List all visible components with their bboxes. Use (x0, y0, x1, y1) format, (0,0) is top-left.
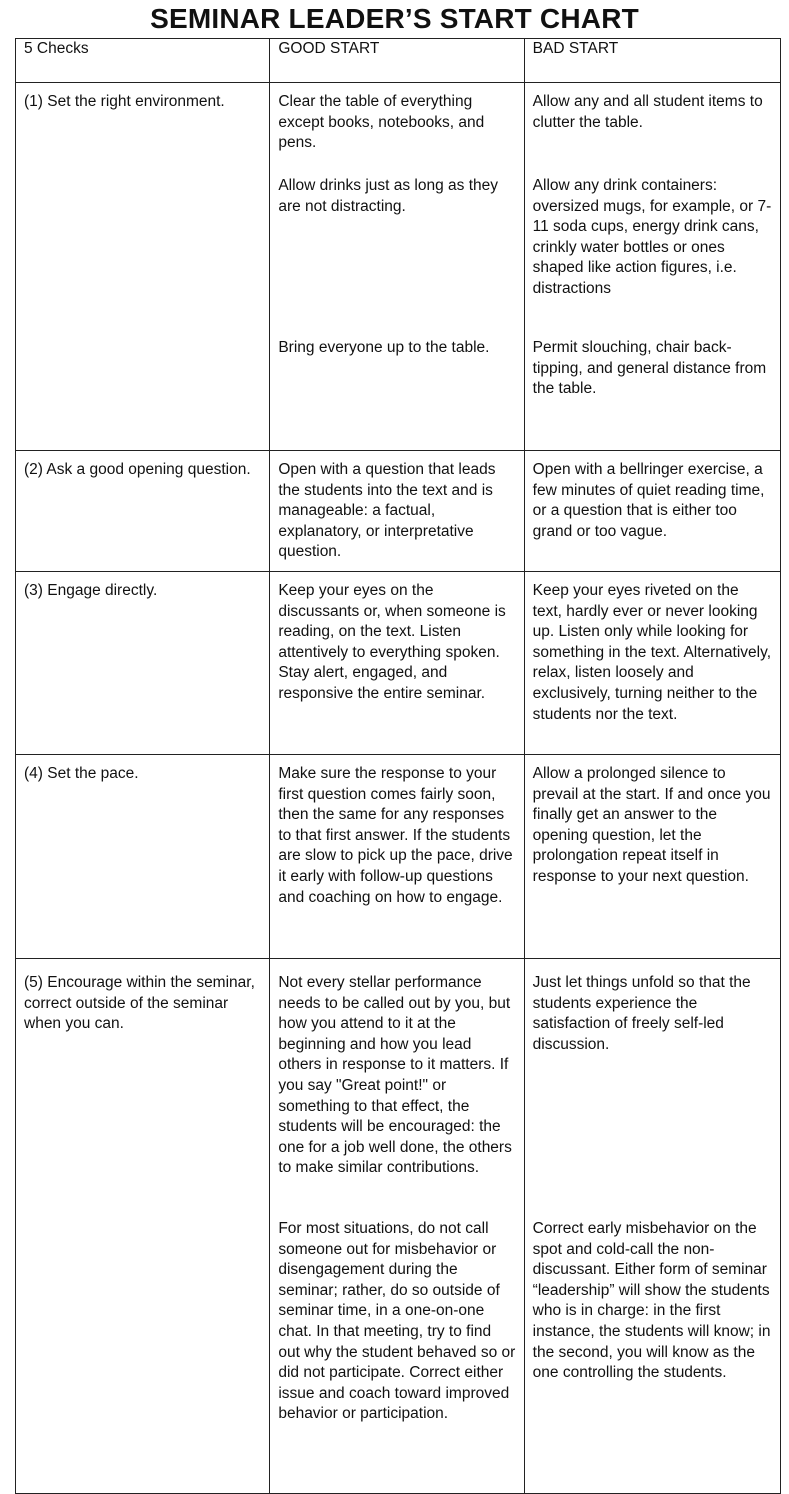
check-label: (1) Set the right environment. (24, 93, 225, 110)
bad-start-cell (524, 959, 780, 1494)
good-start-text: Bring everyone up to the table. (278, 339, 490, 356)
table-row (16, 451, 781, 572)
table-row (16, 83, 781, 451)
bad-start-text: Allow any and all student items to clutter the table. (532, 93, 763, 131)
good-start-text: Clear the table of everything except books, notebooks, and pens. (278, 93, 485, 152)
good-start-cell (270, 959, 524, 1494)
check-label: (4) Set the pace. (24, 765, 139, 782)
bad-start-text: Allow a prolonged silence to prevail at the start. If and once you finally get an answer to the opening question, let the prolongation repeat itself in response to your next question. (532, 765, 771, 885)
good-start-cell (270, 572, 524, 755)
column-header-bad-start: BAD START (524, 39, 780, 83)
bad-start-cell (524, 755, 780, 959)
check-label: (5) Encourage within the seminar, correct outside of the seminar when you can. (24, 974, 255, 1033)
bad-start-text: Correct early misbehavior on the spot and cold-call the non-discussant. Either form of seminar “leadership” will show the students who is in charge: in the first instance, the students will know; in the second, you will know as the one controlling the students. (532, 1220, 771, 1382)
good-start-cell (270, 755, 524, 959)
check-cell (16, 83, 270, 451)
bad-start-text: Just let things unfold so that the students experience the satisfaction of freely self-led discussion. (532, 974, 751, 1053)
column-header-good-start: GOOD START (270, 39, 524, 83)
table-row (16, 572, 781, 755)
good-start-text: For most situations, do not call someone out for misbehavior or disengagement during the seminar; rather, do so outside of seminar time, in a one-on-one chat. In that meeting, try to find out why the student behaved so or did not participate. Correct either issue and coach toward improved behavior or participation. (278, 1220, 516, 1423)
table-header-row (16, 39, 781, 83)
check-cell (16, 572, 270, 755)
good-start-text: Keep your eyes on the discussants or, when someone is reading, on the text. Listen attentively to everything spoken. Stay alert, engaged, and responsive the entire seminar. (278, 582, 506, 702)
bad-start-cell (524, 572, 780, 755)
good-start-text: Not every stellar performance needs to be called out by you, but how you attend to it at the beginning and how you lead others in response to it matters. If you say "Great point!" or something to that effect, the students will be encouraged: the one for a job well done, the others to make similar contributions. (278, 974, 512, 1177)
good-start-text: Allow drinks just as long as they are not distracting. (278, 177, 499, 215)
good-start-cell (270, 451, 524, 572)
check-label: (3) Engage directly. (24, 582, 158, 599)
good-start-text: Open with a question that leads the students into the text and is manageable: a factual, explanatory, or interpretative question. (278, 461, 496, 561)
check-cell (16, 451, 270, 572)
column-header-checks: 5 Checks (16, 39, 270, 83)
table-row (16, 755, 781, 959)
bad-start-cell (524, 451, 780, 572)
good-start-text: Make sure the response to your first question comes fairly soon, then the same for any responses to that first answer. If the students are slow to pick up the pace, drive it early with follow-up questions and coaching on how to engage. (278, 765, 513, 906)
bad-start-text: Allow any drink containers: oversized mugs, for example, or 7-11 soda cups, energy drink cans, crinkly water bottles or ones shaped like action figures, i.e. distractions (532, 177, 772, 297)
check-cell (16, 755, 270, 959)
bad-start-text: Keep your eyes riveted on the text, hardly ever or never looking up. Listen only while looking for something in the text. Alternatively, relax, listen loosely and exclusively, turning neither to the students nor the text. (532, 582, 772, 723)
page-title: SEMINAR LEADER’S START CHART (150, 3, 639, 34)
table-row (16, 959, 781, 1494)
bad-start-text: Permit slouching, chair back-tipping, and general distance from the table. (532, 339, 767, 398)
bad-start-text: Open with a bellringer exercise, a few minutes of quiet reading time, or a question that is either too grand or too vague. (532, 461, 765, 540)
start-chart-table (15, 38, 781, 1494)
check-label: (2) Ask a good opening question. (24, 461, 251, 478)
bad-start-cell (524, 83, 780, 451)
good-start-cell (270, 83, 524, 451)
check-cell (16, 959, 270, 1494)
